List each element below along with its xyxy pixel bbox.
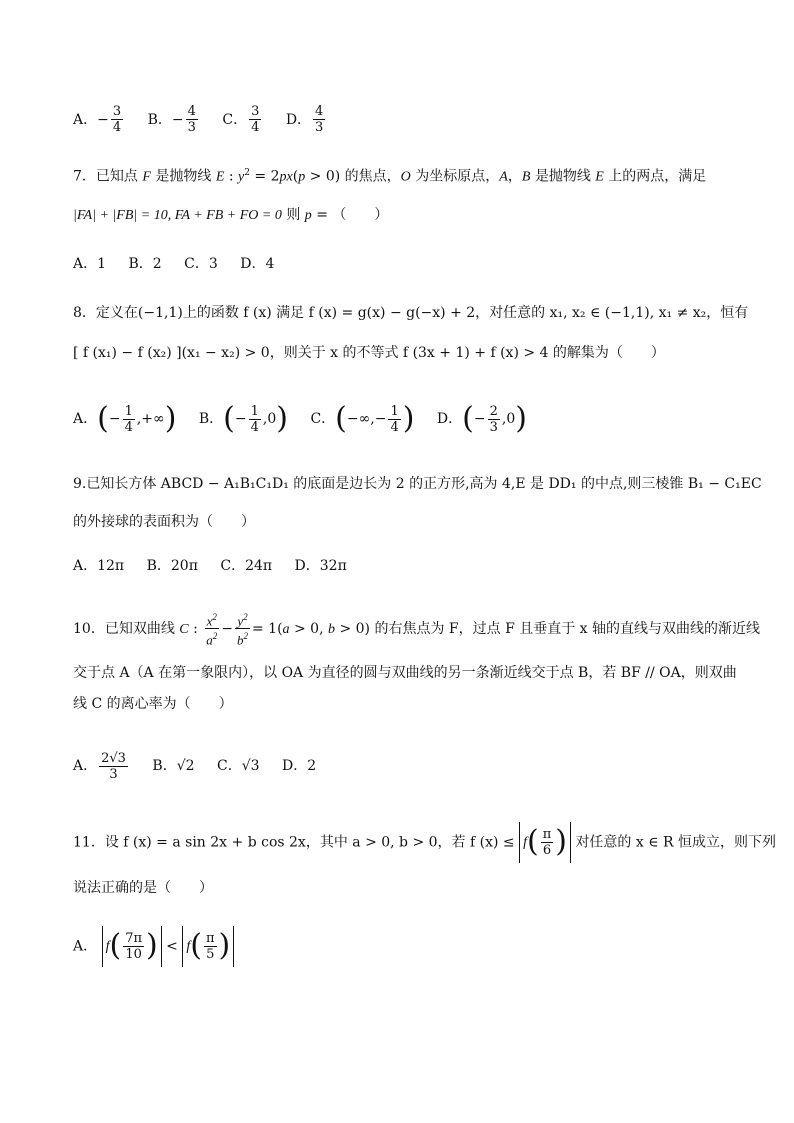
- q6-option-b: B．− $\frac{4}{3}$: [147, 104, 196, 135]
- q10-stem-line3: 线 C 的离心率为（ ）: [73, 696, 233, 712]
- q9-options: [73, 556, 347, 576]
- q9-stem-line2: 的外接球的表面积为（ ）: [73, 514, 255, 530]
- q6-options: [73, 104, 327, 135]
- q7-option-c: C．3: [184, 256, 218, 272]
- q6-option-d: D． $\frac{4}{3}$: [285, 104, 324, 135]
- q10-option-d: D．2: [281, 758, 317, 774]
- q10-option-c: C．√3: [216, 758, 260, 774]
- q10-option-b: B．√2: [152, 758, 195, 774]
- q8-options: [73, 402, 527, 436]
- q8-option-a: A．(− $\frac{1}{4}$ ,+∞): [73, 401, 177, 436]
- q11-stem-line2: 说法正确的是（ ）: [73, 880, 213, 896]
- q11-stem-line1: 11．设 f (x) = a sin 2x + b cos 2x，其中 a > 0, b > 0，若 f (x) ≤ f( $\frac{\pi}{6}$ ) 对任意的 x ∈ R 恒成立，则下列: [73, 822, 776, 863]
- q8-stem-line1: 8．定义在(−1,1)上的函数 f (x) 满足 f (x) = g(x) − g(−x) + 2，对任意的 x₁, x₂ ∈ (−1,1), x₁ ≠ x₂，恒有: [73, 305, 749, 321]
- q8-option-d: D．(− $\frac{2}{3}$ ,0): [436, 401, 527, 436]
- q6-option-a: A．− $\frac{3}{4}$: [73, 104, 122, 135]
- q7-option-b: B．2: [128, 256, 162, 272]
- q10-options: [73, 748, 316, 784]
- q8-option-c: C．(−∞,− $\frac{1}{4}$ ): [310, 401, 415, 436]
- q7-stem-line2: |FA| + |FB| = 10, FA + FB + FO = 0 则 p = （ ）: [73, 207, 389, 223]
- q7-option-d: D．4: [240, 256, 275, 272]
- q11-option-a: A． f( $\frac{7\pi}{10}$ ) < f( $\frac{\pi}{5}$ ): [73, 926, 234, 967]
- q9-stem-line1: 9.已知长方体 ABCD − A₁B₁C₁D₁ 的底面是边长为 2 的正方形,高为 4,E 是 DD₁ 的中点,则三棱锥 B₁ − C₁EC: [73, 476, 762, 492]
- q8-option-b: B．(− $\frac{1}{4}$ ,0): [198, 401, 288, 436]
- q9-option-c: C．24π: [220, 558, 273, 574]
- q10-stem-line1: 10．已知双曲线 C : $\frac{x^2}{a^2}$ − $\frac{y^2}{b^2}$ = 1(a > 0, b > 0) 的右焦点为 F，过点 F 且垂直于 x 轴的直线与双曲线的渐近线: [73, 612, 761, 648]
- q9-option-a: A．12π: [73, 558, 125, 574]
- q10-stem-line2: 交于点 A（A 在第一象限内），以 OA 为直径的圆与双曲线的另一条渐近线交于点 B，若 BF // OA，则双曲: [73, 665, 737, 681]
- q7-stem-line1: 7．已知点 F 是抛物线 E : $y^2 = 2px(p > 0)$ 的焦点，O 为坐标原点，A，B 是抛物线 E 上的两点，满足: [73, 168, 707, 185]
- q9-option-d: D．32π: [294, 558, 347, 574]
- q7-options: [73, 254, 274, 274]
- q6-option-c: C． $\frac{3}{4}$: [222, 104, 260, 135]
- q7-option-a: A．1: [73, 256, 107, 272]
- q8-stem-line2: [ f (x₁) − f (x₂) ](x₁ − x₂) > 0，则关于 x 的不等式 f (3x + 1) + f (x) > 4 的解集为（ ）: [73, 345, 665, 361]
- q9-option-b: B．20π: [146, 558, 198, 574]
- q10-option-a: A． $\frac{2√3}{3}$: [73, 750, 126, 782]
